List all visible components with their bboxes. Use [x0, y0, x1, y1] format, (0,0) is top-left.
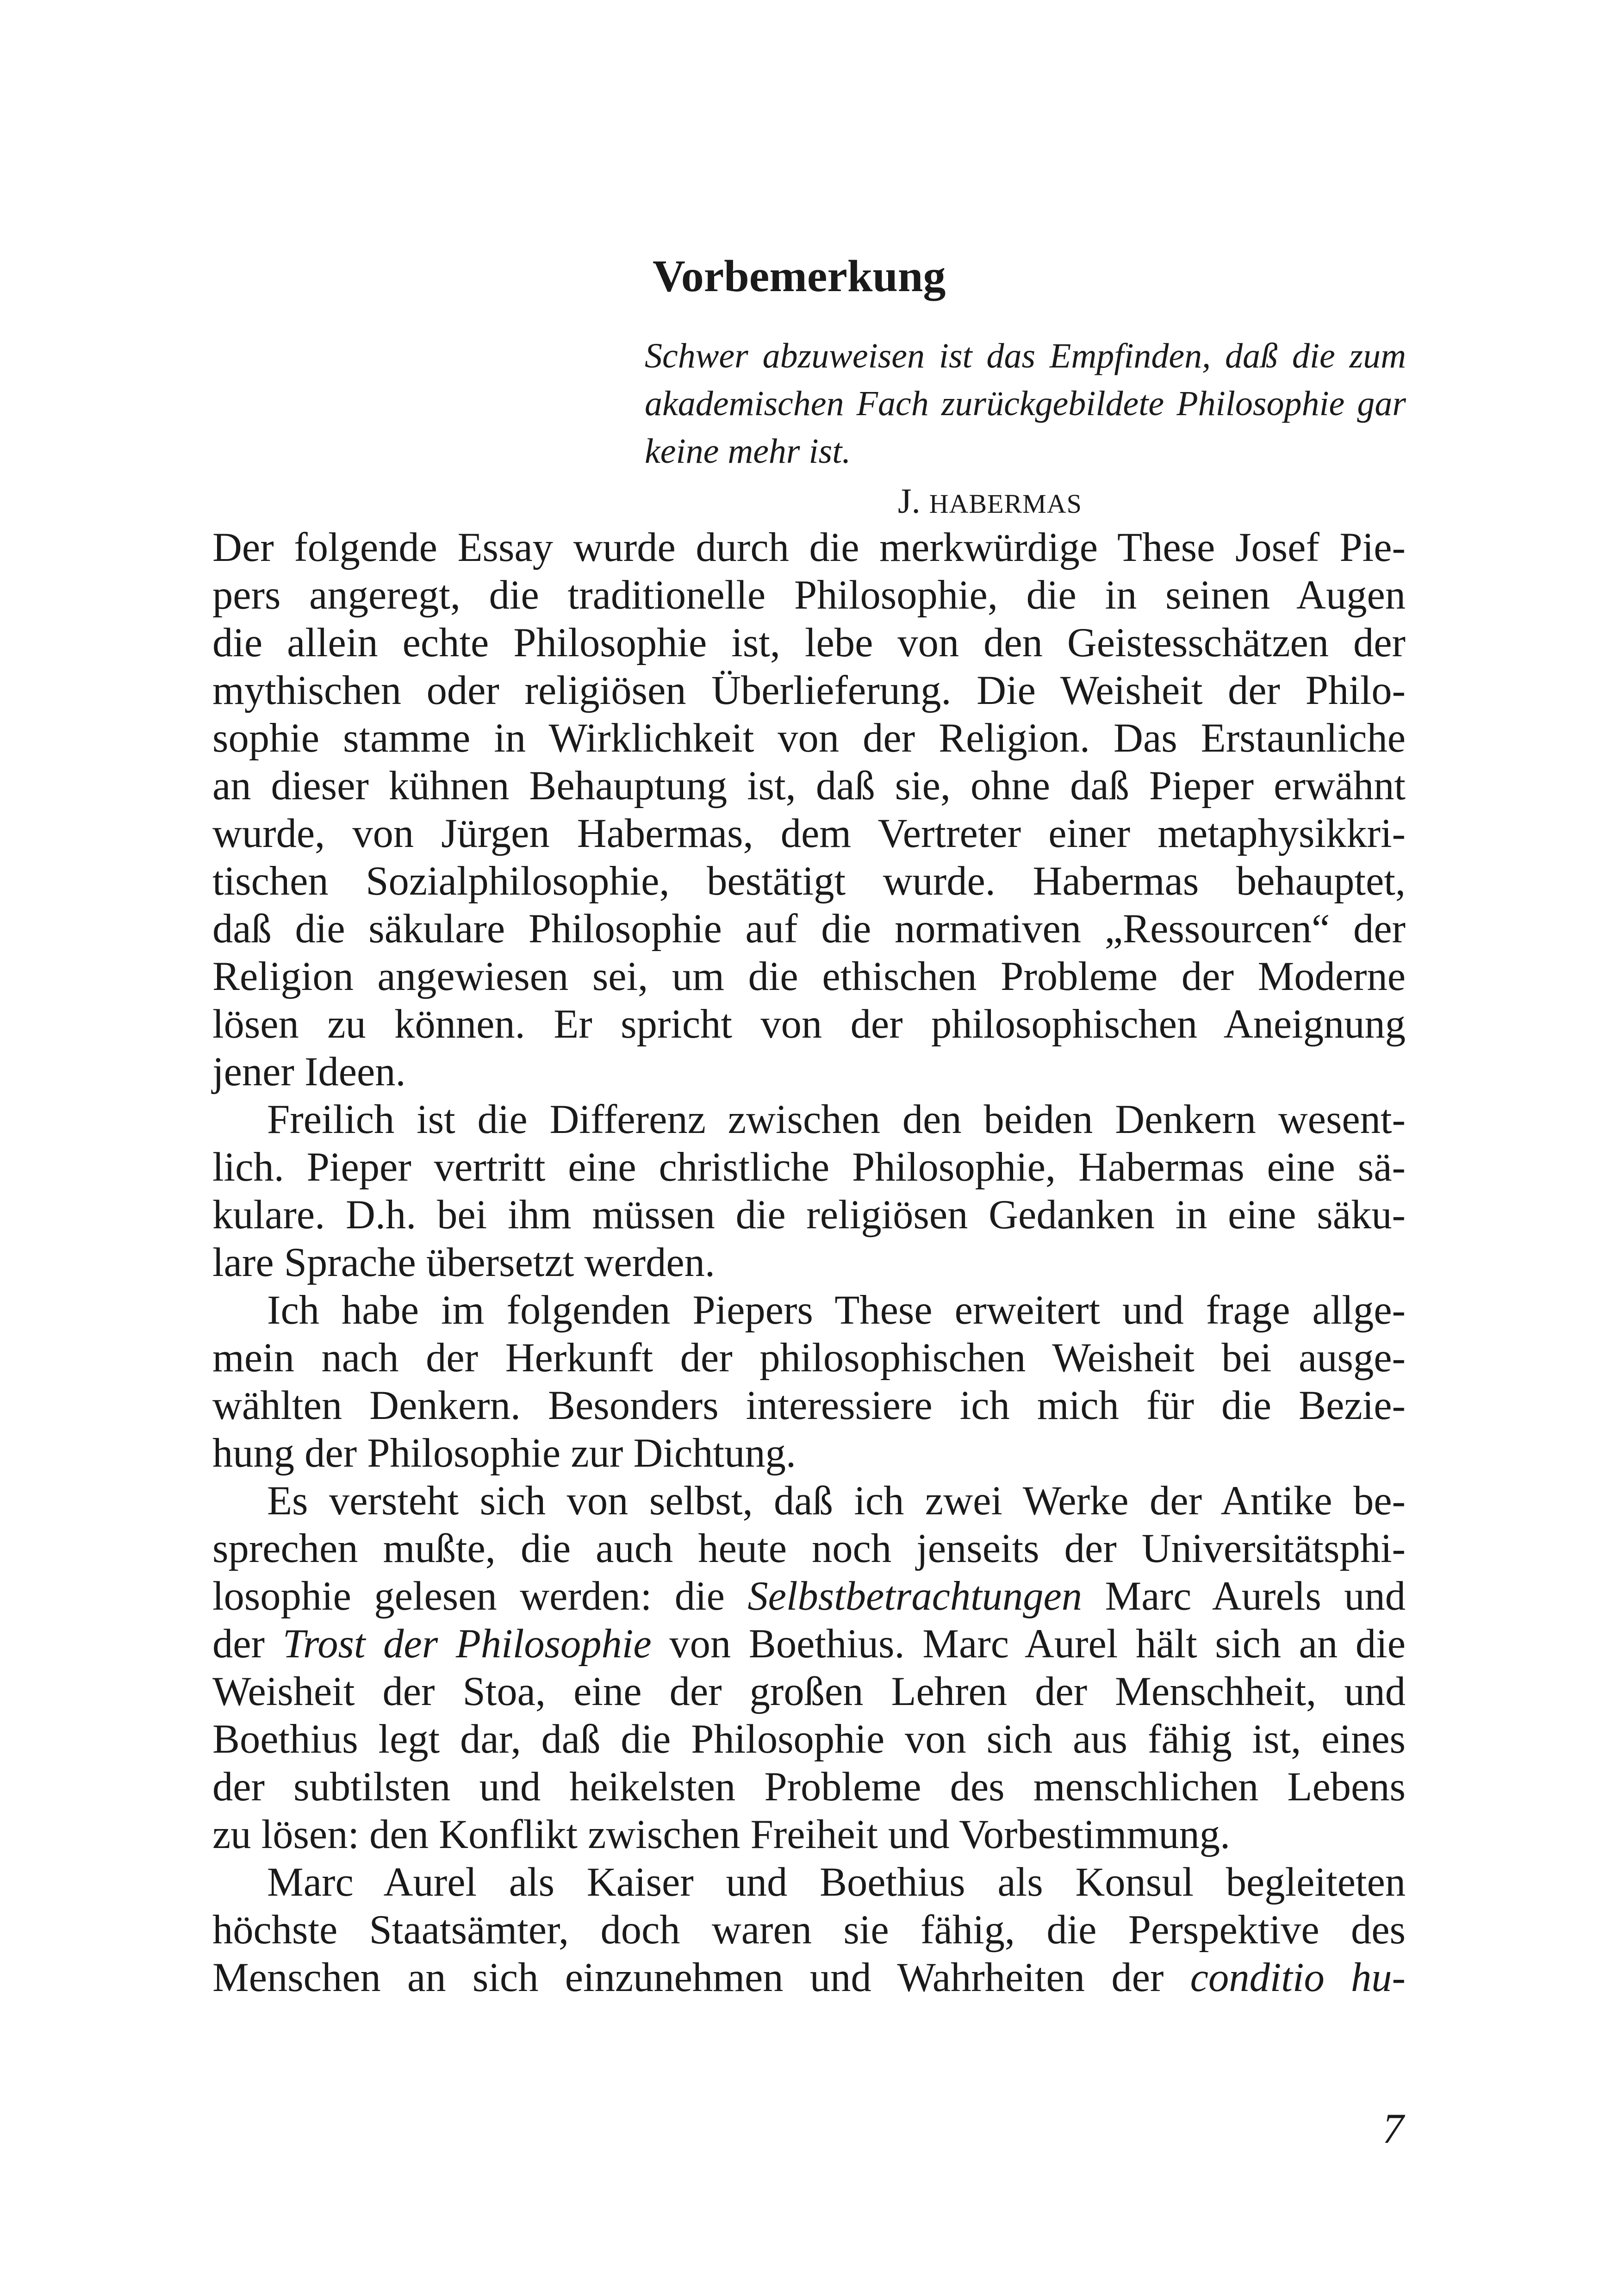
- text-line: jener Ideen.: [212, 1049, 406, 1095]
- text-line: die allein echte Philosophie ist, lebe von den Geistesschätzen der: [212, 620, 1406, 666]
- page-number: 7: [1382, 2105, 1404, 2152]
- text-line: kulare. D.h. bei ihm müssen die religiösen Gedanken in eine säku-: [212, 1192, 1406, 1238]
- epigraph-attribution: [898, 484, 1082, 519]
- text-line: Religion angewiesen sei, um die ethischen Probleme der Moderne: [212, 954, 1406, 999]
- page-title: Vorbemerkung: [653, 251, 946, 301]
- epigraph-author-initial: J.: [898, 482, 921, 521]
- text-line: der Trost der Philosophie von Boethius. Marc Aurel hält sich an die: [212, 1621, 1406, 1667]
- text-line: pers angeregt, die traditionelle Philosophie, die in seinen Augen: [212, 572, 1406, 618]
- text-line: wurde, von Jürgen Habermas, dem Vertreter einer metaphysikkri-: [212, 811, 1406, 856]
- text-line: Ich habe im folgenden Piepers These erweitert und frage allge-: [267, 1288, 1406, 1333]
- text-line: daß die säkulare Philosophie auf die normativen „Ressourcen“ der: [212, 906, 1406, 952]
- text-line: tischen Sozialphilosophie, bestätigt wurde. Habermas behauptet,: [212, 859, 1406, 904]
- text-line: zu lösen: den Konflikt zwischen Freiheit und Vorbestimmung.: [212, 1812, 1231, 1857]
- book-title-selbstbetrachtungen: Selbstbetrachtungen: [747, 1574, 1082, 1619]
- text-line: hung der Philosophie zur Dichtung.: [212, 1431, 796, 1476]
- text-line: Der folgende Essay wurde durch die merkwürdige These Josef Pie-: [212, 525, 1406, 570]
- text-line: Freilich ist die Differenz zwischen den beiden Denkern wesent-: [267, 1097, 1406, 1142]
- book-title-trost: Trost der Philosophie: [282, 1621, 652, 1667]
- text-line: sophie stamme in Wirklichkeit von der Religion. Das Erstaunliche: [212, 716, 1406, 761]
- text-line: der subtilsten und heikelsten Probleme des menschlichen Lebens: [212, 1764, 1406, 1810]
- latin-term: conditio hu-: [1190, 1955, 1406, 2000]
- body-text: [212, 524, 1406, 2002]
- text-line: losophie gelesen werden: die Selbstbetrachtungen Marc Aurels und: [212, 1574, 1406, 1619]
- text-line: lare Sprache übersetzt werden.: [212, 1240, 716, 1285]
- text-line: Menschen an sich einzunehmen und Wahrheiten der conditio hu-: [212, 1955, 1406, 2000]
- text-line: sprechen mußte, die auch heute noch jenseits der Universitätsphi-: [212, 1526, 1406, 1571]
- text-line: mythischen oder religiösen Überlieferung. Die Weisheit der Philo-: [212, 668, 1406, 713]
- text-line: an dieser kühnen Behauptung ist, daß sie, ohne daß Pieper erwähnt: [212, 763, 1406, 809]
- text-line: lich. Pieper vertritt eine christliche Philosophie, Habermas eine sä-: [212, 1145, 1406, 1190]
- text-line: lösen zu können. Er spricht von der philosophischen Aneignung: [212, 1002, 1406, 1047]
- text-line: wählten Denkern. Besonders interessiere ich mich für die Bezie-: [212, 1383, 1406, 1428]
- text-line: Weisheit der Stoa, eine der großen Lehren der Menschheit, und: [212, 1669, 1406, 1714]
- text-line: höchste Staatsämter, doch waren sie fähig, die Perspektive des: [212, 1907, 1406, 1953]
- text-line: Marc Aurel als Kaiser und Boethius als Konsul begleiteten: [267, 1860, 1406, 1905]
- text-line: Es versteht sich von selbst, daß ich zwei Werke der Antike be-: [267, 1478, 1406, 1524]
- epigraph-quote: Schwer abzuweisen ist das Empfinden, daß die zum akademischen Fach zurückgebildete Philosophie gar keine mehr ist.: [645, 336, 1406, 471]
- text-line: mein nach der Herkunft der philosophischen Weisheit bei ausge-: [212, 1335, 1406, 1381]
- text-line: Boethius legt dar, daß die Philosophie von sich aus fähig ist, eines: [212, 1717, 1406, 1762]
- epigraph-author-name: HABERMAS: [929, 489, 1082, 519]
